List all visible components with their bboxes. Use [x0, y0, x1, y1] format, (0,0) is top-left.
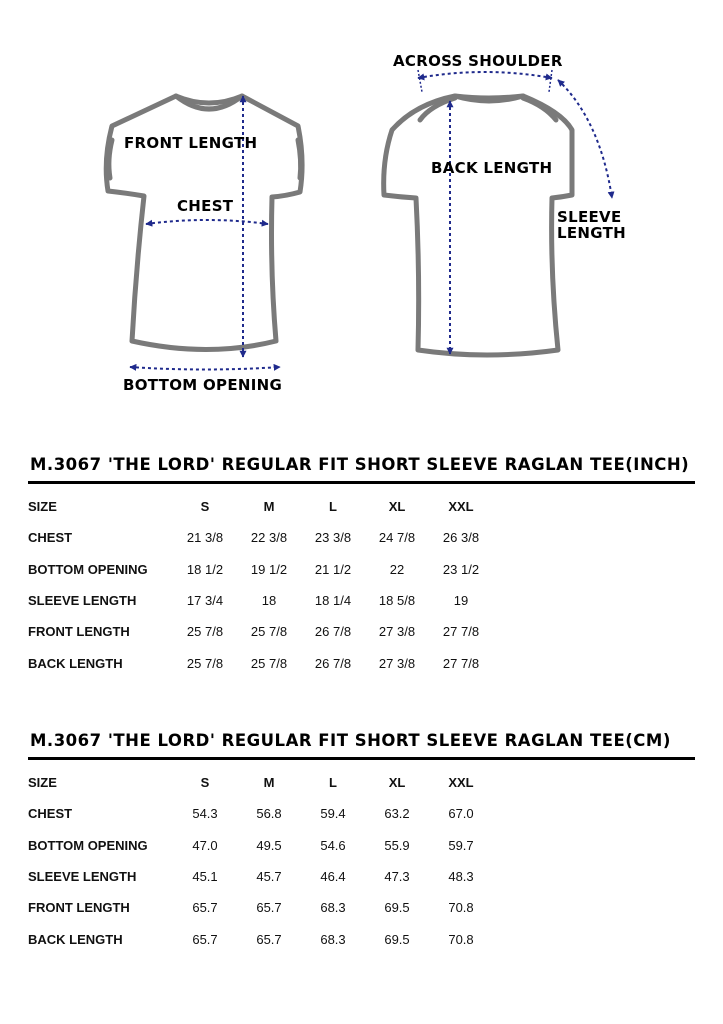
table-row — [28, 616, 493, 647]
table-cell: 19 — [453, 593, 469, 609]
table-cell: 70.8 — [448, 900, 474, 916]
table-cell: 26 3/8 — [442, 530, 480, 546]
table-cell: 70.8 — [448, 931, 474, 947]
table-cell: 24 7/8 — [378, 530, 416, 546]
size-table — [28, 491, 493, 679]
table-cell: 23 1/2 — [442, 561, 480, 577]
table-header-row — [28, 767, 493, 798]
bottom-opening-label: BOTTOM OPENING — [123, 376, 283, 394]
size-header-cell: XXL — [448, 499, 474, 515]
size-header-cell: XL — [388, 499, 406, 515]
table-row — [28, 830, 493, 861]
table-cell: 25 7/8 — [186, 624, 224, 640]
size-header-label: SIZE — [28, 499, 57, 515]
table-cell: 21 1/2 — [314, 561, 352, 577]
bottom-opening-arrow — [130, 367, 280, 370]
row-label: CHEST — [28, 530, 73, 546]
row-label: FRONT LENGTH — [28, 900, 130, 916]
row-label: SLEEVE LENGTH — [28, 869, 137, 885]
table-row — [28, 554, 493, 585]
table-cell: 22 3/8 — [250, 530, 288, 546]
size-table — [28, 767, 493, 955]
size-chart-title: M.3067 'THE LORD' REGULAR FIT SHORT SLEEVE RAGLAN TEE(CM) — [30, 731, 671, 750]
table-cell: 17 3/4 — [186, 593, 224, 609]
table-cell: 59.7 — [448, 837, 474, 853]
table-cell: 27 3/8 — [378, 624, 416, 640]
size-header-label: SIZE — [28, 775, 57, 791]
table-cell: 65.7 — [256, 931, 282, 947]
title-rule — [28, 757, 695, 760]
table-cell: 47.0 — [192, 837, 218, 853]
table-cell: 19 1/2 — [250, 561, 288, 577]
size-chart-title: M.3067 'THE LORD' REGULAR FIT SHORT SLEEVE RAGLAN TEE(INCH) — [30, 455, 690, 474]
table-cell: 65.7 — [192, 900, 218, 916]
table-cell: 65.7 — [256, 900, 282, 916]
table-row — [28, 923, 493, 954]
table-row — [28, 892, 493, 923]
table-cell: 27 7/8 — [442, 624, 480, 640]
table-cell: 25 7/8 — [250, 655, 288, 671]
row-label: FRONT LENGTH — [28, 624, 130, 640]
size-header-cell: XL — [388, 775, 406, 791]
table-row — [28, 647, 493, 678]
chest-arrow — [146, 220, 268, 224]
length-label: LENGTH — [557, 224, 626, 242]
table-cell: 49.5 — [256, 837, 282, 853]
size-header-cell: S — [200, 499, 210, 515]
table-cell: 18 1/2 — [186, 561, 224, 577]
table-cell: 46.4 — [320, 869, 346, 885]
table-cell: 68.3 — [320, 900, 346, 916]
row-label: BOTTOM OPENING — [28, 837, 148, 853]
table-cell: 59.4 — [320, 806, 346, 822]
table-cell: 22 — [389, 561, 405, 577]
sleeve-length-arrow — [558, 80, 612, 198]
table-cell: 54.3 — [192, 806, 218, 822]
title-rule — [28, 481, 695, 484]
table-cell: 27 7/8 — [442, 655, 480, 671]
table-cell: 54.6 — [320, 837, 346, 853]
sleeve-label: SLEEVE — [557, 208, 622, 226]
table-cell: 69.5 — [384, 931, 410, 947]
size-header-cell: S — [200, 775, 210, 791]
table-cell: 18 1/4 — [314, 593, 352, 609]
size-header-cell: M — [263, 499, 275, 515]
garment-measurement-diagram — [0, 0, 723, 410]
row-label: BOTTOM OPENING — [28, 561, 148, 577]
row-label: BACK LENGTH — [28, 655, 123, 671]
front-length-label: FRONT LENGTH — [124, 134, 258, 152]
table-cell: 23 3/8 — [314, 530, 352, 546]
row-label: SLEEVE LENGTH — [28, 593, 137, 609]
table-cell: 65.7 — [192, 931, 218, 947]
table-cell: 26 7/8 — [314, 624, 352, 640]
table-cell: 18 — [261, 593, 277, 609]
table-cell: 63.2 — [384, 806, 410, 822]
table-cell: 45.7 — [256, 869, 282, 885]
table-cell: 55.9 — [384, 837, 410, 853]
back-length-label: BACK LENGTH — [431, 159, 553, 177]
row-label: CHEST — [28, 806, 73, 822]
row-label: BACK LENGTH — [28, 931, 123, 947]
table-cell: 25 7/8 — [250, 624, 288, 640]
table-cell: 27 3/8 — [378, 655, 416, 671]
table-cell: 68.3 — [320, 931, 346, 947]
size-header-cell: L — [329, 775, 337, 791]
table-cell: 21 3/8 — [186, 530, 224, 546]
table-cell: 69.5 — [384, 900, 410, 916]
size-header-cell: L — [329, 499, 337, 515]
table-cell: 47.3 — [384, 869, 410, 885]
chest-label: CHEST — [177, 197, 234, 215]
back-tee-outline — [384, 96, 572, 355]
across-shoulder-label: ACROSS SHOULDER — [393, 52, 563, 70]
size-header-cell: XXL — [448, 775, 474, 791]
table-row — [28, 861, 493, 892]
table-cell: 26 7/8 — [314, 655, 352, 671]
table-cell: 56.8 — [256, 806, 282, 822]
table-cell: 18 5/8 — [378, 593, 416, 609]
table-row — [28, 585, 493, 616]
table-header-row — [28, 491, 493, 522]
across-shoulder-arrow — [418, 70, 552, 92]
table-row — [28, 522, 493, 553]
size-header-cell: M — [263, 775, 275, 791]
table-cell: 45.1 — [192, 869, 218, 885]
table-cell: 48.3 — [448, 869, 474, 885]
table-row — [28, 798, 493, 829]
table-cell: 67.0 — [448, 806, 474, 822]
table-cell: 25 7/8 — [186, 655, 224, 671]
